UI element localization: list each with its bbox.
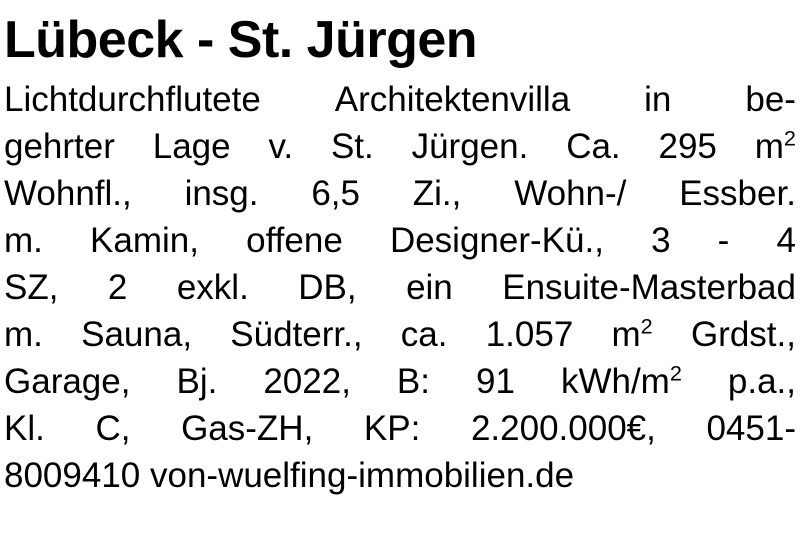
ad-word: Essber. (679, 174, 796, 213)
ad-word: 6,5 (311, 174, 360, 213)
ad-line (4, 405, 796, 452)
ad-word: 1.057 (485, 315, 574, 354)
ad-word: ein (406, 268, 453, 307)
ad-word: 2 (107, 268, 128, 307)
ad-description (4, 76, 796, 499)
ad-word: Designer-Kü., (389, 221, 604, 260)
ad-word: Lichtdurchflutete (4, 80, 261, 119)
ad-word: Architektenvilla (334, 80, 571, 119)
ad-word: kWh/$m^2$ (560, 360, 682, 401)
ad-word: exkl. (176, 268, 249, 307)
ad-word: 2022, (263, 362, 351, 401)
ad-word: Gas-ZH, (181, 409, 314, 448)
ad-word: 91 (476, 362, 515, 401)
ad-word: $m^2$ (611, 313, 653, 354)
ad-word: Garage, (4, 362, 131, 401)
ad-line (4, 264, 796, 311)
ad-word: - (717, 221, 730, 260)
ad-line (4, 170, 796, 217)
ad-word: C, (95, 409, 131, 448)
ad-word: be- (745, 80, 796, 119)
ad-word: $m^2$ (754, 125, 796, 166)
ad-word: Sauna, (81, 315, 193, 354)
ad-word: 0451- (706, 409, 796, 448)
ad-word: Bj. (176, 362, 218, 401)
ad-word: KP: (363, 409, 421, 448)
ad-word: Wohnfl., (4, 174, 132, 213)
ad-word: DB, (298, 268, 357, 307)
ad-word: Ensuite-Masterbad (502, 268, 796, 307)
ad-word: Lage (152, 127, 231, 166)
ad-word: gehrter (4, 127, 115, 166)
ad-line (4, 217, 796, 264)
ad-word: Kl. (4, 409, 45, 448)
ad-word: Ca. (566, 127, 621, 166)
ad-word: St. (330, 127, 374, 166)
ad-word: ca. (400, 315, 448, 354)
ad-word: 295 (658, 127, 717, 166)
ad-word: 3 (651, 221, 671, 260)
ad-word: Kamin, (90, 221, 199, 260)
ad-word: Wohn-/ (514, 174, 627, 213)
ad-word: m. (4, 315, 43, 354)
ad-word: Grdst., (690, 315, 796, 354)
ad-word: p.a., (727, 362, 796, 401)
ad-word: insg. (184, 174, 259, 213)
ad-word: m. (4, 221, 43, 260)
ad-word: Südterr., (230, 315, 363, 354)
ad-title: Lübeck - St. Jürgen (4, 11, 478, 69)
ad-line: 8009410 von-wuelfing-immobilien.de (4, 456, 575, 495)
ad-word: B: (396, 362, 430, 401)
ad-line (4, 123, 796, 170)
ad-line (4, 311, 796, 358)
ad-word: in (644, 80, 672, 119)
ad-word: SZ, (4, 268, 59, 307)
ad-line (4, 76, 796, 123)
ad-word: Zi., (412, 174, 462, 213)
ad-word: offene (246, 221, 343, 260)
ad-word: v. (268, 127, 294, 166)
ad-word: 4 (776, 221, 796, 260)
ad-word: Jürgen. (411, 127, 529, 166)
ad-word: 2.200.000€, (470, 409, 656, 448)
ad-line (4, 358, 796, 405)
